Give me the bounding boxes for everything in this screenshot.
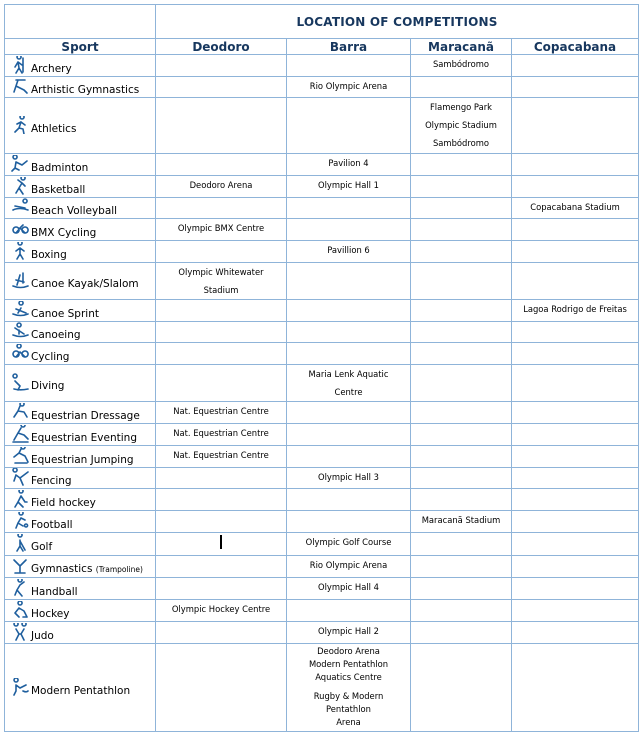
- sport-name: Field hockey: [31, 496, 96, 509]
- venue-name: Arena: [336, 717, 361, 727]
- venue-name: Nat. Equestrian Centre: [173, 428, 269, 438]
- table-row: [5, 343, 639, 365]
- deodoro-cell: [156, 489, 287, 511]
- deodoro-cell: [156, 578, 287, 600]
- venue-name: Olympic Whitewater: [178, 267, 264, 277]
- copacabana-cell: [512, 343, 639, 365]
- maracana-cell: [411, 446, 512, 468]
- text-cursor: [220, 535, 222, 549]
- venue-name: Olympic Hall 4: [317, 582, 380, 592]
- sport-cell: [5, 263, 156, 300]
- sport-name: Football: [31, 518, 73, 531]
- barra-cell: [287, 622, 411, 644]
- sport-name: Judo: [31, 629, 54, 642]
- diving-icon: [11, 373, 29, 391]
- archery-icon: [11, 56, 29, 74]
- barra-cell: [287, 365, 411, 402]
- sport-cell: [5, 365, 156, 402]
- venue-name: Nat. Equestrian Centre: [173, 406, 269, 416]
- barra-cell: [287, 600, 411, 622]
- table-row: [5, 468, 639, 489]
- copacabana-cell: [512, 300, 639, 322]
- venue-name: Aquatics Centre: [315, 672, 382, 682]
- copacabana-cell: [512, 533, 639, 556]
- maracana-cell: [411, 198, 512, 219]
- venue-name: Stadium: [203, 285, 239, 295]
- table-row: [5, 219, 639, 241]
- deodoro-cell: [156, 176, 287, 198]
- deodoro-cell: [156, 644, 287, 732]
- sport-cell: [5, 644, 156, 732]
- venue-name: Rio Olympic Arena: [309, 81, 388, 91]
- sport-cell: [5, 556, 156, 578]
- sport-cell: [5, 402, 156, 424]
- maracana-cell: [411, 219, 512, 241]
- sport-cell: [5, 154, 156, 176]
- sport-cell: [5, 55, 156, 77]
- sport-cell: [5, 424, 156, 446]
- maracana-cell: [411, 241, 512, 263]
- sport-name: Equestrian Dressage: [31, 409, 140, 422]
- copacabana-cell: [512, 622, 639, 644]
- sport-name: Golf: [31, 541, 53, 553]
- venue-name: Deodoro Arena: [317, 646, 380, 656]
- table-row: [5, 365, 639, 402]
- venue-name: Olympic Hall 2: [317, 626, 380, 636]
- sport-name: Hockey: [31, 607, 70, 620]
- copacabana-cell: [512, 365, 639, 402]
- sport-name: Basketball: [31, 183, 86, 196]
- header-sport: Sport: [5, 39, 156, 55]
- deodoro-cell: [156, 402, 287, 424]
- maracana-cell: [411, 55, 512, 77]
- barra-cell: [287, 446, 411, 468]
- competition-locations-table: [4, 4, 639, 732]
- deodoro-cell: [156, 468, 287, 489]
- barra-cell: [287, 176, 411, 198]
- equestrian-jumping-icon: [11, 447, 29, 465]
- venue-name: Olympic BMX Centre: [177, 223, 265, 233]
- sport-cell: [5, 578, 156, 600]
- barra-cell: [287, 98, 411, 154]
- boxing-icon: [11, 242, 29, 260]
- sport-cell: [5, 511, 156, 533]
- copacabana-cell: [512, 424, 639, 446]
- barra-cell: [287, 468, 411, 489]
- deodoro-cell: [156, 343, 287, 365]
- deodoro-cell: [156, 219, 287, 241]
- deodoro-cell: [156, 511, 287, 533]
- copacabana-cell: [512, 219, 639, 241]
- sport-note: (Trampoline): [95, 565, 143, 574]
- equestrian-dressage-icon: [11, 403, 29, 421]
- judo-icon: [11, 623, 29, 641]
- venue-name: Maria Lenk Aquatic: [308, 369, 389, 379]
- header-barra: Barra: [287, 39, 411, 55]
- canoeing-icon: [11, 322, 29, 340]
- fencing-icon: [11, 468, 29, 486]
- maracana-cell: [411, 263, 512, 300]
- maracana-cell: [411, 343, 512, 365]
- table-row: [5, 644, 639, 732]
- deodoro-cell: [156, 198, 287, 219]
- maracana-cell: [411, 402, 512, 424]
- copacabana-cell: [512, 154, 639, 176]
- barra-cell: [287, 578, 411, 600]
- maracana-cell: [411, 468, 512, 489]
- sport-name: Badminton: [31, 161, 89, 174]
- modern-pentathlon-icon: [11, 678, 29, 696]
- table-row: [5, 176, 639, 198]
- venue-name: Olympic Hall 3: [317, 472, 380, 482]
- table-row: [5, 511, 639, 533]
- handball-icon: [11, 579, 29, 597]
- barra-cell: [287, 402, 411, 424]
- sport-name: Archery: [31, 62, 72, 75]
- sport-name: Fencing: [31, 475, 72, 487]
- barra-cell: [287, 154, 411, 176]
- table-row: [5, 489, 639, 511]
- deodoro-cell: [156, 533, 287, 556]
- barra-cell: [287, 556, 411, 578]
- sport-name: Boxing: [31, 248, 67, 261]
- maracana-cell: [411, 578, 512, 600]
- barra-cell: [287, 322, 411, 343]
- sport-name: Diving: [31, 380, 65, 392]
- venue-name: Olympic Hockey Centre: [171, 604, 271, 614]
- table-row: [5, 556, 639, 578]
- deodoro-cell: [156, 322, 287, 343]
- copacabana-cell: [512, 556, 639, 578]
- table-row: [5, 198, 639, 219]
- copacabana-cell: [512, 446, 639, 468]
- table-row: [5, 622, 639, 644]
- barra-cell: [287, 300, 411, 322]
- maracana-cell: [411, 489, 512, 511]
- maracana-cell: [411, 600, 512, 622]
- sport-name: Athletics: [31, 122, 77, 135]
- sport-name: Modern Pentathlon: [31, 684, 131, 697]
- hockey-icon: [11, 601, 29, 619]
- equestrian-eventing-icon: [11, 425, 29, 443]
- table-row: [5, 154, 639, 176]
- venue-name: Lagoa Rodrigo de Freitas: [523, 304, 627, 314]
- barra-cell: [287, 489, 411, 511]
- maracana-cell: [411, 176, 512, 198]
- venue-name: Flamengo Park: [429, 102, 493, 112]
- venue-name: Olympic Hall 1: [317, 180, 380, 190]
- deodoro-cell: [156, 556, 287, 578]
- sport-name: Equestrian Eventing: [31, 431, 137, 444]
- deodoro-cell: [156, 77, 287, 98]
- venue-name: Olympic Stadium: [425, 120, 497, 130]
- table-row: [5, 98, 639, 154]
- maracana-cell: [411, 622, 512, 644]
- badminton-icon: [11, 155, 29, 173]
- venue-name: Rugby & Modern: [313, 691, 384, 701]
- beach-volleyball-icon: [11, 198, 29, 216]
- deodoro-cell: [156, 622, 287, 644]
- maracana-cell: [411, 77, 512, 98]
- deodoro-cell: [156, 600, 287, 622]
- sport-name: Arthistic Gymnastics: [31, 84, 140, 96]
- table-row: [5, 263, 639, 300]
- copacabana-cell: [512, 77, 639, 98]
- sport-cell: [5, 77, 156, 98]
- copacabana-cell: [512, 402, 639, 424]
- maracana-cell: [411, 644, 512, 732]
- sport-cell: [5, 343, 156, 365]
- sport-cell: [5, 533, 156, 556]
- copacabana-cell: [512, 644, 639, 732]
- golf-icon: [11, 534, 29, 552]
- barra-cell: [287, 198, 411, 219]
- deodoro-cell: [156, 300, 287, 322]
- corner-cell: [5, 5, 156, 39]
- deodoro-cell: [156, 365, 287, 402]
- table-row: [5, 533, 639, 556]
- barra-cell: [287, 77, 411, 98]
- copacabana-cell: [512, 489, 639, 511]
- gymnastics-icon: [11, 77, 29, 95]
- venue-name: Centre: [334, 387, 363, 397]
- basketball-icon: [11, 177, 29, 195]
- barra-cell: [287, 511, 411, 533]
- venue-name: Copacabana Stadium: [530, 202, 620, 212]
- sport-cell: [5, 176, 156, 198]
- barra-cell: [287, 263, 411, 300]
- venue-name: Deodoro Arena: [189, 180, 253, 190]
- table-row: [5, 446, 639, 468]
- sport-cell: [5, 198, 156, 219]
- table-title: LOCATION OF COMPETITIONS: [156, 5, 639, 39]
- sport-cell: [5, 489, 156, 511]
- deodoro-cell: [156, 263, 287, 300]
- deodoro-cell: [156, 241, 287, 263]
- athletics-icon: [11, 116, 29, 134]
- header-deodoro: Deodoro: [156, 39, 287, 55]
- deodoro-cell: [156, 98, 287, 154]
- barra-cell: [287, 424, 411, 446]
- sport-name: Gymnastics (Trampoline): [31, 563, 143, 575]
- barra-cell: [287, 644, 411, 732]
- barra-cell: [287, 343, 411, 365]
- sport-name: Canoe Sprint: [31, 307, 99, 320]
- barra-cell: [287, 241, 411, 263]
- table-row: [5, 322, 639, 343]
- barra-cell: [287, 55, 411, 77]
- maracana-cell: [411, 424, 512, 446]
- copacabana-cell: [512, 322, 639, 343]
- sport-cell: [5, 98, 156, 154]
- barra-cell: [287, 219, 411, 241]
- table-row: [5, 402, 639, 424]
- sport-name: BMX Cycling: [31, 226, 97, 239]
- maracana-cell: [411, 322, 512, 343]
- sport-name: Canoe Kayak/Slalom: [31, 278, 139, 290]
- maracana-cell: [411, 511, 512, 533]
- venue-name: Modern Pentathlon: [308, 659, 389, 669]
- barra-cell: [287, 533, 411, 556]
- football-icon: [11, 512, 29, 530]
- deodoro-cell: [156, 55, 287, 77]
- cycling-icon: [11, 344, 29, 362]
- venue-name: Olympic Golf Course: [305, 537, 392, 547]
- venue-name: Pavilion 4: [328, 158, 369, 168]
- header-copacabana: Copacabana: [512, 39, 639, 55]
- copacabana-cell: [512, 468, 639, 489]
- sport-cell: [5, 219, 156, 241]
- sport-cell: [5, 322, 156, 343]
- sport-name: Cycling: [31, 350, 70, 363]
- sport-cell: [5, 622, 156, 644]
- sport-name: Handball: [31, 585, 78, 598]
- sport-name: Equestrian Jumping: [31, 453, 134, 466]
- header-maracana: Maracanã: [411, 39, 512, 55]
- sport-name: Canoeing: [31, 329, 81, 341]
- maracana-cell: [411, 556, 512, 578]
- copacabana-cell: [512, 511, 639, 533]
- copacabana-cell: [512, 263, 639, 300]
- table-row: [5, 578, 639, 600]
- table-row: [5, 241, 639, 263]
- deodoro-cell: [156, 424, 287, 446]
- table-row: [5, 77, 639, 98]
- copacabana-cell: [512, 176, 639, 198]
- copacabana-cell: [512, 600, 639, 622]
- deodoro-cell: [156, 154, 287, 176]
- sport-cell: [5, 300, 156, 322]
- table-row: [5, 600, 639, 622]
- canoe-slalom-icon: [11, 271, 29, 289]
- venue-name: Pentathlon: [326, 704, 371, 714]
- venue-name: Sambódromo: [432, 138, 490, 148]
- maracana-cell: [411, 365, 512, 402]
- sport-cell: [5, 468, 156, 489]
- bmx-icon: [11, 220, 29, 238]
- deodoro-cell: [156, 446, 287, 468]
- table-row: [5, 424, 639, 446]
- venue-name: Nat. Equestrian Centre: [173, 450, 269, 460]
- copacabana-cell: [512, 198, 639, 219]
- venue-name: Pavillion 6: [327, 245, 370, 255]
- copacabana-cell: [512, 55, 639, 77]
- table-row: [5, 55, 639, 77]
- sport-cell: [5, 600, 156, 622]
- maracana-cell: [411, 300, 512, 322]
- field-hockey-icon: [11, 490, 29, 508]
- copacabana-cell: [512, 241, 639, 263]
- copacabana-cell: [512, 98, 639, 154]
- maracana-cell: [411, 98, 512, 154]
- venue-name: Maracanã Stadium: [421, 515, 501, 525]
- copacabana-cell: [512, 578, 639, 600]
- venue-name: Rio Olympic Arena: [309, 560, 388, 570]
- maracana-cell: [411, 154, 512, 176]
- sport-name: Beach Volleyball: [31, 205, 118, 217]
- canoe-sprint-icon: [11, 301, 29, 319]
- sport-cell: [5, 241, 156, 263]
- trampoline-icon: [11, 556, 29, 574]
- maracana-cell: [411, 533, 512, 556]
- table-row: [5, 300, 639, 322]
- sport-cell: [5, 446, 156, 468]
- venue-name: Sambódromo: [432, 59, 490, 69]
